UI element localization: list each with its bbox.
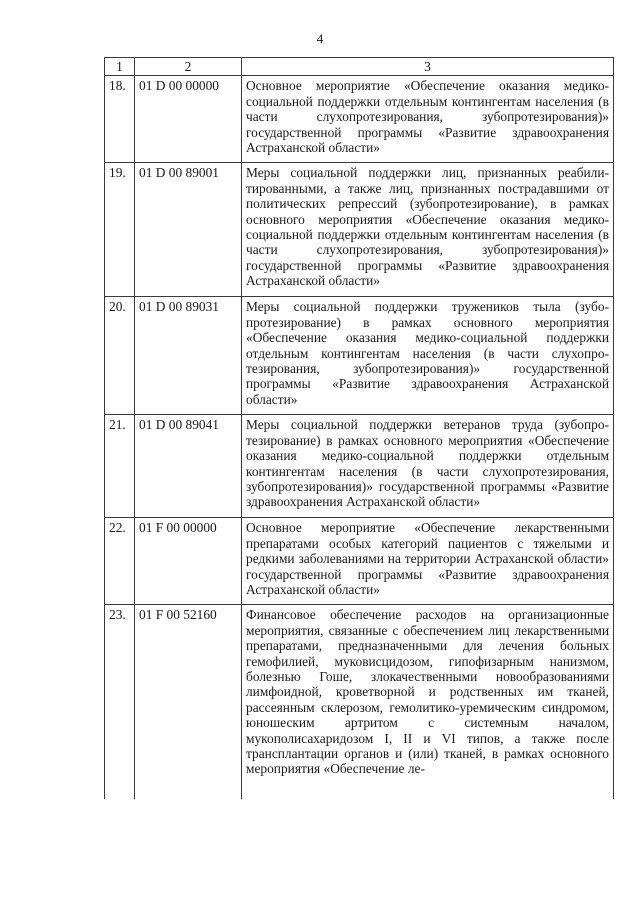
row-description: Основное мероприятие «Обеспечение оказания медико-социальной поддержки отдельным контингентам населения (в части слухопротезирования, зубопротезирования)» государственной программы «Развитие здравоохранения Астраханской области» [242,76,614,163]
row-description: Меры социальной поддержки ветеранов труда (зубопротезирование) в рамках основного мероприятия «Обеспечение оказания медико-социальной поддержки отдельным контингентам населения (в части слухопротезирования, зубопротезирования)» государственной программы «Развитие здравоохранения Астраханской области» [242,415,614,518]
table-row [105,518,614,605]
row-number: 23. [105,605,135,800]
row-number: 19. [105,163,135,297]
row-description: Меры социальной поддержки лиц, признанных реабилитированными, а также лиц, признанных пострадавшими от политических репрессий (зубопротезирование), в рамках основного мероприятия «Обеспечение оказания медико-социальной поддержки отдельным контингентам населения (в части слухопротезирования, зубопротезирования)» государственной программы «Развитие здравоохранения Астраханской области» [242,163,614,297]
row-number: 22. [105,518,135,605]
classification-code: 01 F 00 52160 [135,605,242,800]
classification-code: 01 D 00 89041 [135,415,242,518]
row-number: 21. [105,415,135,518]
row-number: 18. [105,76,135,163]
row-description: Финансовое обеспечение расходов на организационные мероприятия, связанные с обеспечением лиц лекарственными препаратами, предназначенными для лечения больных гемофилией, муковисцидозом, гипофизарным нанизмом, болезнью Гоше, злокачественными новообразованиями лимфоидной, кроветворной и родственных им тканей, рассеянным склерозом, гемолитико-уремическим синдромом, юношеским артритом с системным началом, мукополисахаридозом I, II и VI типов, а также после трансплантации органов и (или) тканей, в рамках основного мероприятия «Обеспечение ле- [242,605,614,800]
table-row [105,76,614,163]
budget-classification-table [104,57,614,799]
row-description: Меры социальной поддержки тружеников тыла (зубопротезирование) в рамках основного мероприятия «Обеспечение оказания медико-социальной поддержки отдельным контингентам населения (в части слухопротезирования, зубопротезирования)» государственной программы «Развитие здравоохранения Астраханской области» [242,297,614,415]
classification-code: 01 D 00 89031 [135,297,242,415]
column-header-1: 1 [105,58,135,76]
classification-code: 01 D 00 00000 [135,76,242,163]
table-row [105,297,614,415]
column-header-3: 3 [242,58,614,76]
row-description: Основное мероприятие «Обеспечение лекарственными препаратами особых категорий пациентов с тяжелыми и редкими заболеваниями на территории Астраханской области» государственной программы «Развитие здравоохранения Астраханской области» [242,518,614,605]
classification-code: 01 F 00 00000 [135,518,242,605]
classification-code: 01 D 00 89001 [135,163,242,297]
table-row [105,415,614,518]
column-header-2: 2 [135,58,242,76]
table-header-row [105,58,614,76]
table-row [105,163,614,297]
table-row [105,605,614,800]
row-number: 20. [105,297,135,415]
page-number: 4 [316,31,324,46]
